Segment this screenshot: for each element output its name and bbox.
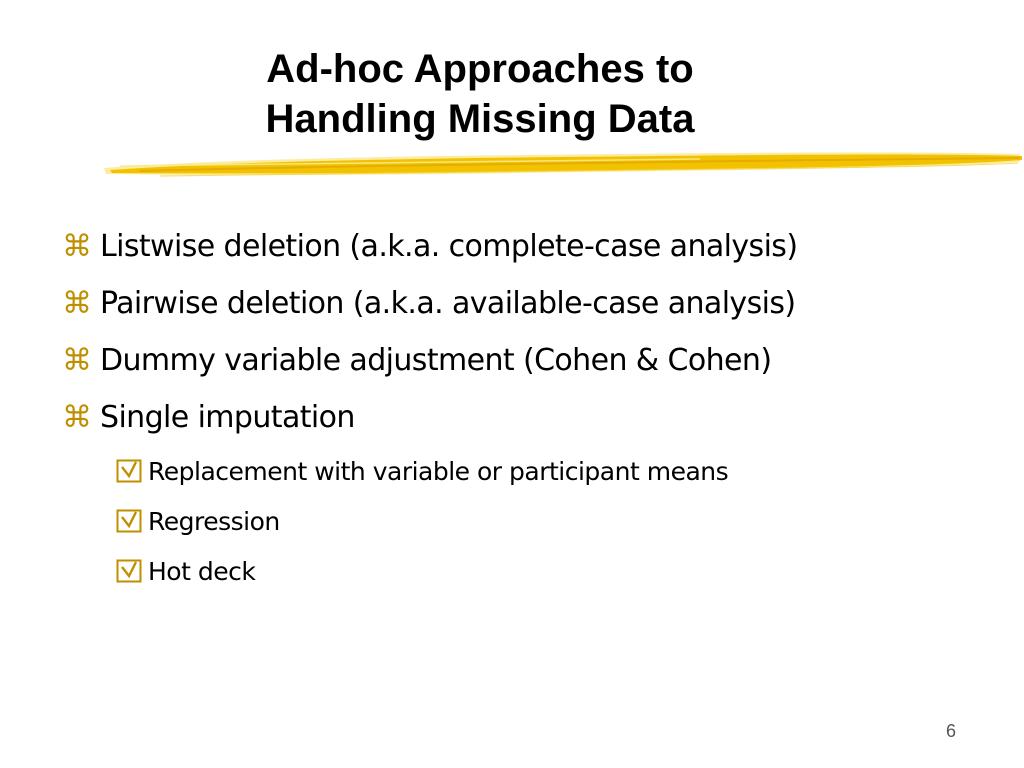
command-key-icon: ⌘ <box>62 286 92 321</box>
bullet-item <box>62 389 1002 446</box>
sub-bullet-item <box>116 446 1002 496</box>
checkbox-check-icon <box>116 458 148 484</box>
bullet-text: Single imputation <box>100 400 355 435</box>
sub-bullet-item <box>116 496 1002 546</box>
checkbox-check-icon <box>116 508 148 534</box>
command-key-icon: ⌘ <box>62 229 92 264</box>
title-underline-swoosh <box>100 146 1024 188</box>
sub-bullet-text: Regression <box>148 506 280 536</box>
bullet-list <box>62 218 1002 596</box>
checkbox-check-icon <box>116 558 148 584</box>
sub-bullet-text: Replacement with variable or participant means <box>148 456 729 486</box>
bullet-text: Dummy variable adjustment (Cohen & Cohen) <box>100 343 772 378</box>
slide-title <box>150 44 810 144</box>
slide-title-line-1: Ad-hoc Approaches to <box>266 47 694 91</box>
bullet-item <box>62 218 1002 275</box>
page-number: 6 <box>945 721 956 741</box>
bullet-text: Pairwise deletion (a.k.a. available-case analysis) <box>100 286 796 321</box>
slide-title-line-2: Handling Missing Data <box>265 97 695 141</box>
command-key-icon: ⌘ <box>62 400 92 435</box>
sub-bullet-item <box>116 546 1002 596</box>
bullet-item <box>62 275 1002 332</box>
sub-bullet-text: Hot deck <box>148 556 256 586</box>
bullet-text: Listwise deletion (a.k.a. complete-case analysis) <box>100 229 798 264</box>
command-key-icon: ⌘ <box>62 343 92 378</box>
bullet-item <box>62 332 1002 389</box>
